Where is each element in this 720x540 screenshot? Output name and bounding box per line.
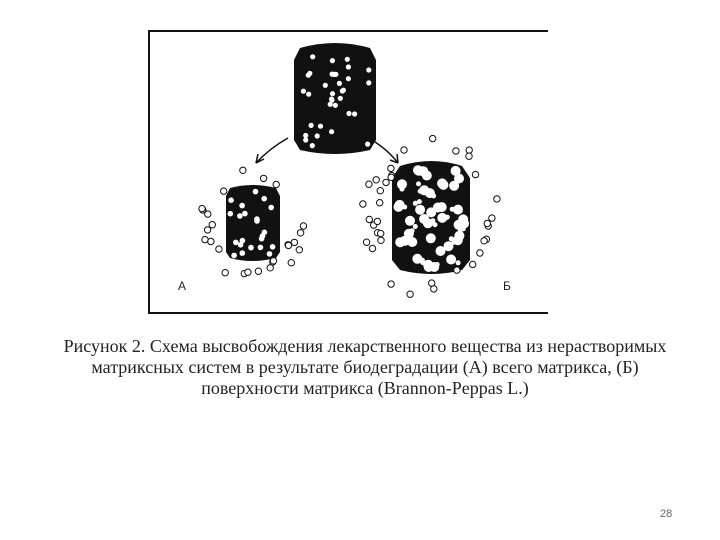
- released-drug-particle: [401, 147, 407, 153]
- drug-particle: [402, 205, 407, 210]
- released-drug-particle: [388, 165, 394, 171]
- released-drug-particle: [378, 230, 384, 236]
- drug-particle: [228, 211, 234, 217]
- drug-particle: [310, 54, 315, 59]
- drug-particle: [450, 207, 455, 212]
- released-drug-particle: [407, 291, 413, 297]
- released-drug-particle: [267, 265, 273, 271]
- drug-particle: [418, 189, 423, 194]
- drug-particle: [307, 71, 312, 76]
- drug-particle: [318, 124, 323, 129]
- drug-particle: [301, 89, 306, 94]
- drug-particle: [239, 203, 245, 209]
- released-drug-particle: [208, 238, 214, 244]
- released-drug-particle: [374, 218, 380, 224]
- eroded-area: [405, 216, 415, 226]
- drug-particle: [306, 92, 311, 97]
- released-drug-particle: [430, 135, 436, 141]
- released-drug-particle: [205, 211, 211, 217]
- drug-particle: [346, 76, 351, 81]
- drug-particle: [303, 133, 308, 138]
- matrix-a-bulk-degradation: [199, 167, 307, 277]
- released-drug-particle: [489, 215, 495, 221]
- released-drug-particle: [360, 201, 366, 207]
- drug-particle: [330, 91, 335, 96]
- released-drug-particle: [366, 216, 372, 222]
- released-drug-particle: [494, 196, 500, 202]
- drug-particle: [352, 111, 357, 116]
- drug-particle: [330, 58, 335, 63]
- released-drug-particle: [300, 223, 306, 229]
- released-drug-particle: [288, 260, 294, 266]
- drug-particle: [337, 81, 342, 86]
- drug-particle: [315, 133, 320, 138]
- caption-line-1: Рисунок 2. Схема высвобождения лекарственного вещества из нерастворимых: [63, 336, 667, 356]
- drug-particle: [420, 258, 425, 263]
- drug-particle: [345, 57, 350, 62]
- drug-particle: [413, 224, 418, 229]
- drug-particle: [451, 240, 456, 245]
- released-drug-particle: [296, 247, 302, 253]
- released-drug-particle: [366, 181, 372, 187]
- drug-particle: [400, 180, 405, 185]
- drug-particle: [270, 244, 276, 250]
- drug-particle: [310, 143, 315, 148]
- released-drug-particle: [373, 177, 379, 183]
- matrix-b-surface-erosion: [360, 135, 500, 297]
- released-drug-particle: [270, 258, 276, 264]
- caption-line-2: матриксных систем в результате биодеградации (А) всего матрикса, (Б): [91, 357, 639, 377]
- released-drug-particle: [466, 147, 472, 153]
- drug-particle: [261, 196, 267, 202]
- drug-particle: [238, 242, 244, 248]
- initial-matrix: [294, 43, 376, 154]
- released-drug-particle: [297, 230, 303, 236]
- drug-particle: [328, 102, 333, 107]
- drug-particle: [323, 83, 328, 88]
- released-drug-particle: [454, 267, 460, 273]
- drug-particle: [366, 80, 371, 85]
- drug-particle: [338, 96, 343, 101]
- released-drug-particle: [481, 238, 487, 244]
- released-drug-particle: [377, 200, 383, 206]
- drug-particle: [417, 199, 422, 204]
- eroded-area: [424, 262, 434, 272]
- released-drug-particle: [209, 222, 215, 228]
- arrow-to-a: [256, 138, 288, 163]
- figure-caption: [40, 336, 690, 399]
- drug-particle: [403, 236, 408, 241]
- released-drug-particle: [484, 220, 490, 226]
- released-drug-particle: [378, 237, 384, 243]
- released-drug-particle: [222, 270, 228, 276]
- released-drug-particle: [388, 281, 394, 287]
- eroded-area: [451, 166, 461, 176]
- matrix-a-body: [226, 185, 280, 261]
- drug-particle: [329, 129, 334, 134]
- released-drug-particle: [388, 174, 394, 180]
- drug-particle: [237, 213, 243, 219]
- drug-particle: [258, 245, 264, 251]
- released-drug-particle: [216, 246, 222, 252]
- drug-particle: [331, 72, 336, 77]
- drug-particle: [267, 251, 273, 257]
- eroded-area: [394, 202, 404, 212]
- drug-particle: [233, 240, 239, 246]
- released-drug-particle: [466, 153, 472, 159]
- released-drug-particle: [369, 245, 375, 251]
- released-drug-particle: [431, 286, 437, 292]
- released-drug-particle: [285, 242, 291, 248]
- eroded-area: [446, 255, 456, 265]
- released-drug-particle: [291, 239, 297, 245]
- drug-particle: [346, 64, 351, 69]
- released-drug-particle: [260, 175, 266, 181]
- drug-particle: [445, 215, 450, 220]
- drug-particle: [240, 250, 246, 256]
- drug-particle: [333, 103, 338, 108]
- drug-particle: [254, 218, 260, 224]
- drug-particle: [253, 189, 259, 195]
- eroded-area: [426, 233, 436, 243]
- drug-particle: [242, 211, 248, 217]
- drug-particle: [329, 97, 334, 102]
- label-b: Б: [503, 279, 511, 293]
- released-drug-particle: [255, 268, 261, 274]
- drug-particle: [341, 88, 346, 93]
- drug-particle: [410, 228, 415, 233]
- label-a: А: [178, 279, 187, 293]
- released-drug-particle: [377, 188, 383, 194]
- released-drug-particle: [240, 167, 246, 173]
- released-drug-particle: [472, 171, 478, 177]
- drug-particle: [228, 197, 234, 203]
- released-drug-particle: [453, 148, 459, 154]
- drug-particle: [303, 137, 308, 142]
- drug-particle: [400, 187, 405, 192]
- released-drug-particle: [363, 239, 369, 245]
- released-drug-particle: [383, 179, 389, 185]
- drug-particle: [416, 181, 421, 186]
- page-number: 28: [660, 508, 673, 520]
- released-drug-particle: [245, 269, 251, 275]
- released-drug-particle: [477, 250, 483, 256]
- drug-particle: [430, 218, 435, 223]
- drug-particle: [365, 142, 370, 147]
- eroded-area: [415, 205, 425, 215]
- drug-particle: [248, 245, 254, 251]
- drug-particle: [260, 233, 266, 239]
- drug-particle: [456, 260, 461, 265]
- drug-particle: [436, 204, 441, 209]
- released-drug-particle: [273, 181, 279, 187]
- drug-particle: [309, 123, 314, 128]
- drug-particle: [366, 67, 371, 72]
- drug-particle: [435, 262, 440, 267]
- released-drug-particle: [470, 261, 476, 267]
- drug-particle: [268, 205, 274, 211]
- eroded-area: [418, 166, 428, 176]
- drug-particle: [431, 193, 436, 198]
- drug-particle: [231, 253, 237, 259]
- arrow-to-b: [372, 140, 398, 163]
- released-drug-particle: [221, 188, 227, 194]
- drug-particle: [461, 226, 466, 231]
- eroded-area: [438, 180, 448, 190]
- released-drug-particle: [204, 227, 210, 233]
- released-drug-particle: [199, 205, 205, 211]
- drug-particle: [346, 111, 351, 116]
- caption-line-3: поверхности матрикса (Brannon-Peppas L.): [201, 378, 529, 398]
